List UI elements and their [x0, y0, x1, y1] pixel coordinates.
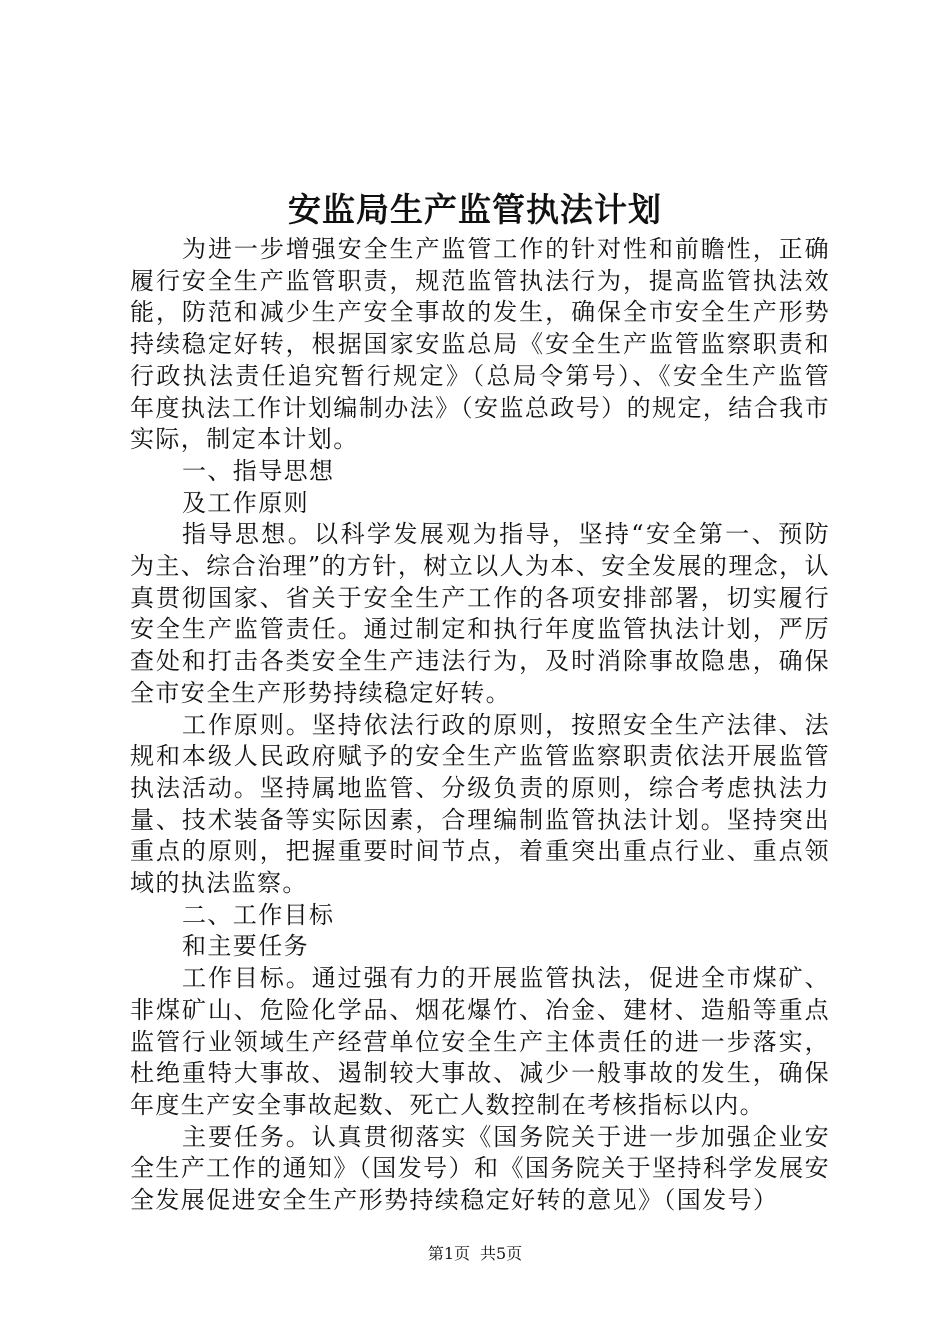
main-task-paragraph: 主要任务。认真贯彻落实《国务院关于进一步加强企业安全生产工作的通知》（国发号）和《国务院关于坚持科学发展安全发展促进安全生产形势持续稳定好转的意见》（国发号） — [130, 1122, 830, 1215]
page-total: 共5页 — [480, 1244, 523, 1263]
work-principle-paragraph: 工作原则。坚持依法行政的原则，按照安全生产法律、法规和本级人民政府赋予的安全生产监管监察职责依法开展监管执法活动。坚持属地监管、分级负责的原则，综合考虑执法力量、技术装备等实际因素，合理编制监管执法计划。坚持突出重点的原则，把握重要时间节点，着重突出重点行业、重点领域的执法监察。 — [130, 710, 830, 898]
document-title: 安监局生产监管执法计划 — [288, 190, 662, 229]
page-number: 第1页 — [427, 1244, 470, 1263]
section-heading-1: 一、指导思想 — [182, 456, 335, 485]
intro-paragraph: 为进一步增强安全生产监管工作的针对性和前瞻性，正确履行安全生产监管职责，规范监管执法行为，提高监管执法效能，防范和减少生产安全事故的发生，确保全市安全生产形势持续稳定好转，根据国家安监总局《安全生产监管监察职责和行政执法责任追究暂行规定》（总局令第号）、《安全生产监管年度执法工作计划编制办法》（安监总政号）的规定，结合我市实际，制定本计划。 — [130, 235, 830, 454]
section-heading-2: 二、工作目标 — [182, 900, 335, 929]
section-heading-1-cont: 及工作原则 — [182, 488, 309, 517]
work-goal-paragraph: 工作目标。通过强有力的开展监管执法，促进全市煤矿、非煤矿山、危险化学品、烟花爆竹、冶金、建材、造船等重点监管行业领域生产经营单位安全生产主体责任的进一步落实，杜绝重特大事故、遏制较大事故、减少一般事故的发生，确保年度生产安全事故起数、死亡人数控制在考核指标以内。 — [130, 964, 830, 1119]
page-footer — [0, 1243, 950, 1265]
section-heading-2-cont: 和主要任务 — [182, 932, 309, 961]
guiding-thought-paragraph: 指导思想。以科学发展观为指导，坚持“安全第一、预防为主、综合治理”的方针，树立以人为本、安全发展的理念，认真贯彻国家、省关于安全生产工作的各项安排部署，切实履行安全生产监管责任。通过制定和执行年度监管执法计划，严厉查处和打击各类安全生产违法行为，及时消除事故隐患，确保全市安全生产形势持续稳定好转。 — [130, 520, 830, 707]
document-body — [130, 234, 830, 1217]
